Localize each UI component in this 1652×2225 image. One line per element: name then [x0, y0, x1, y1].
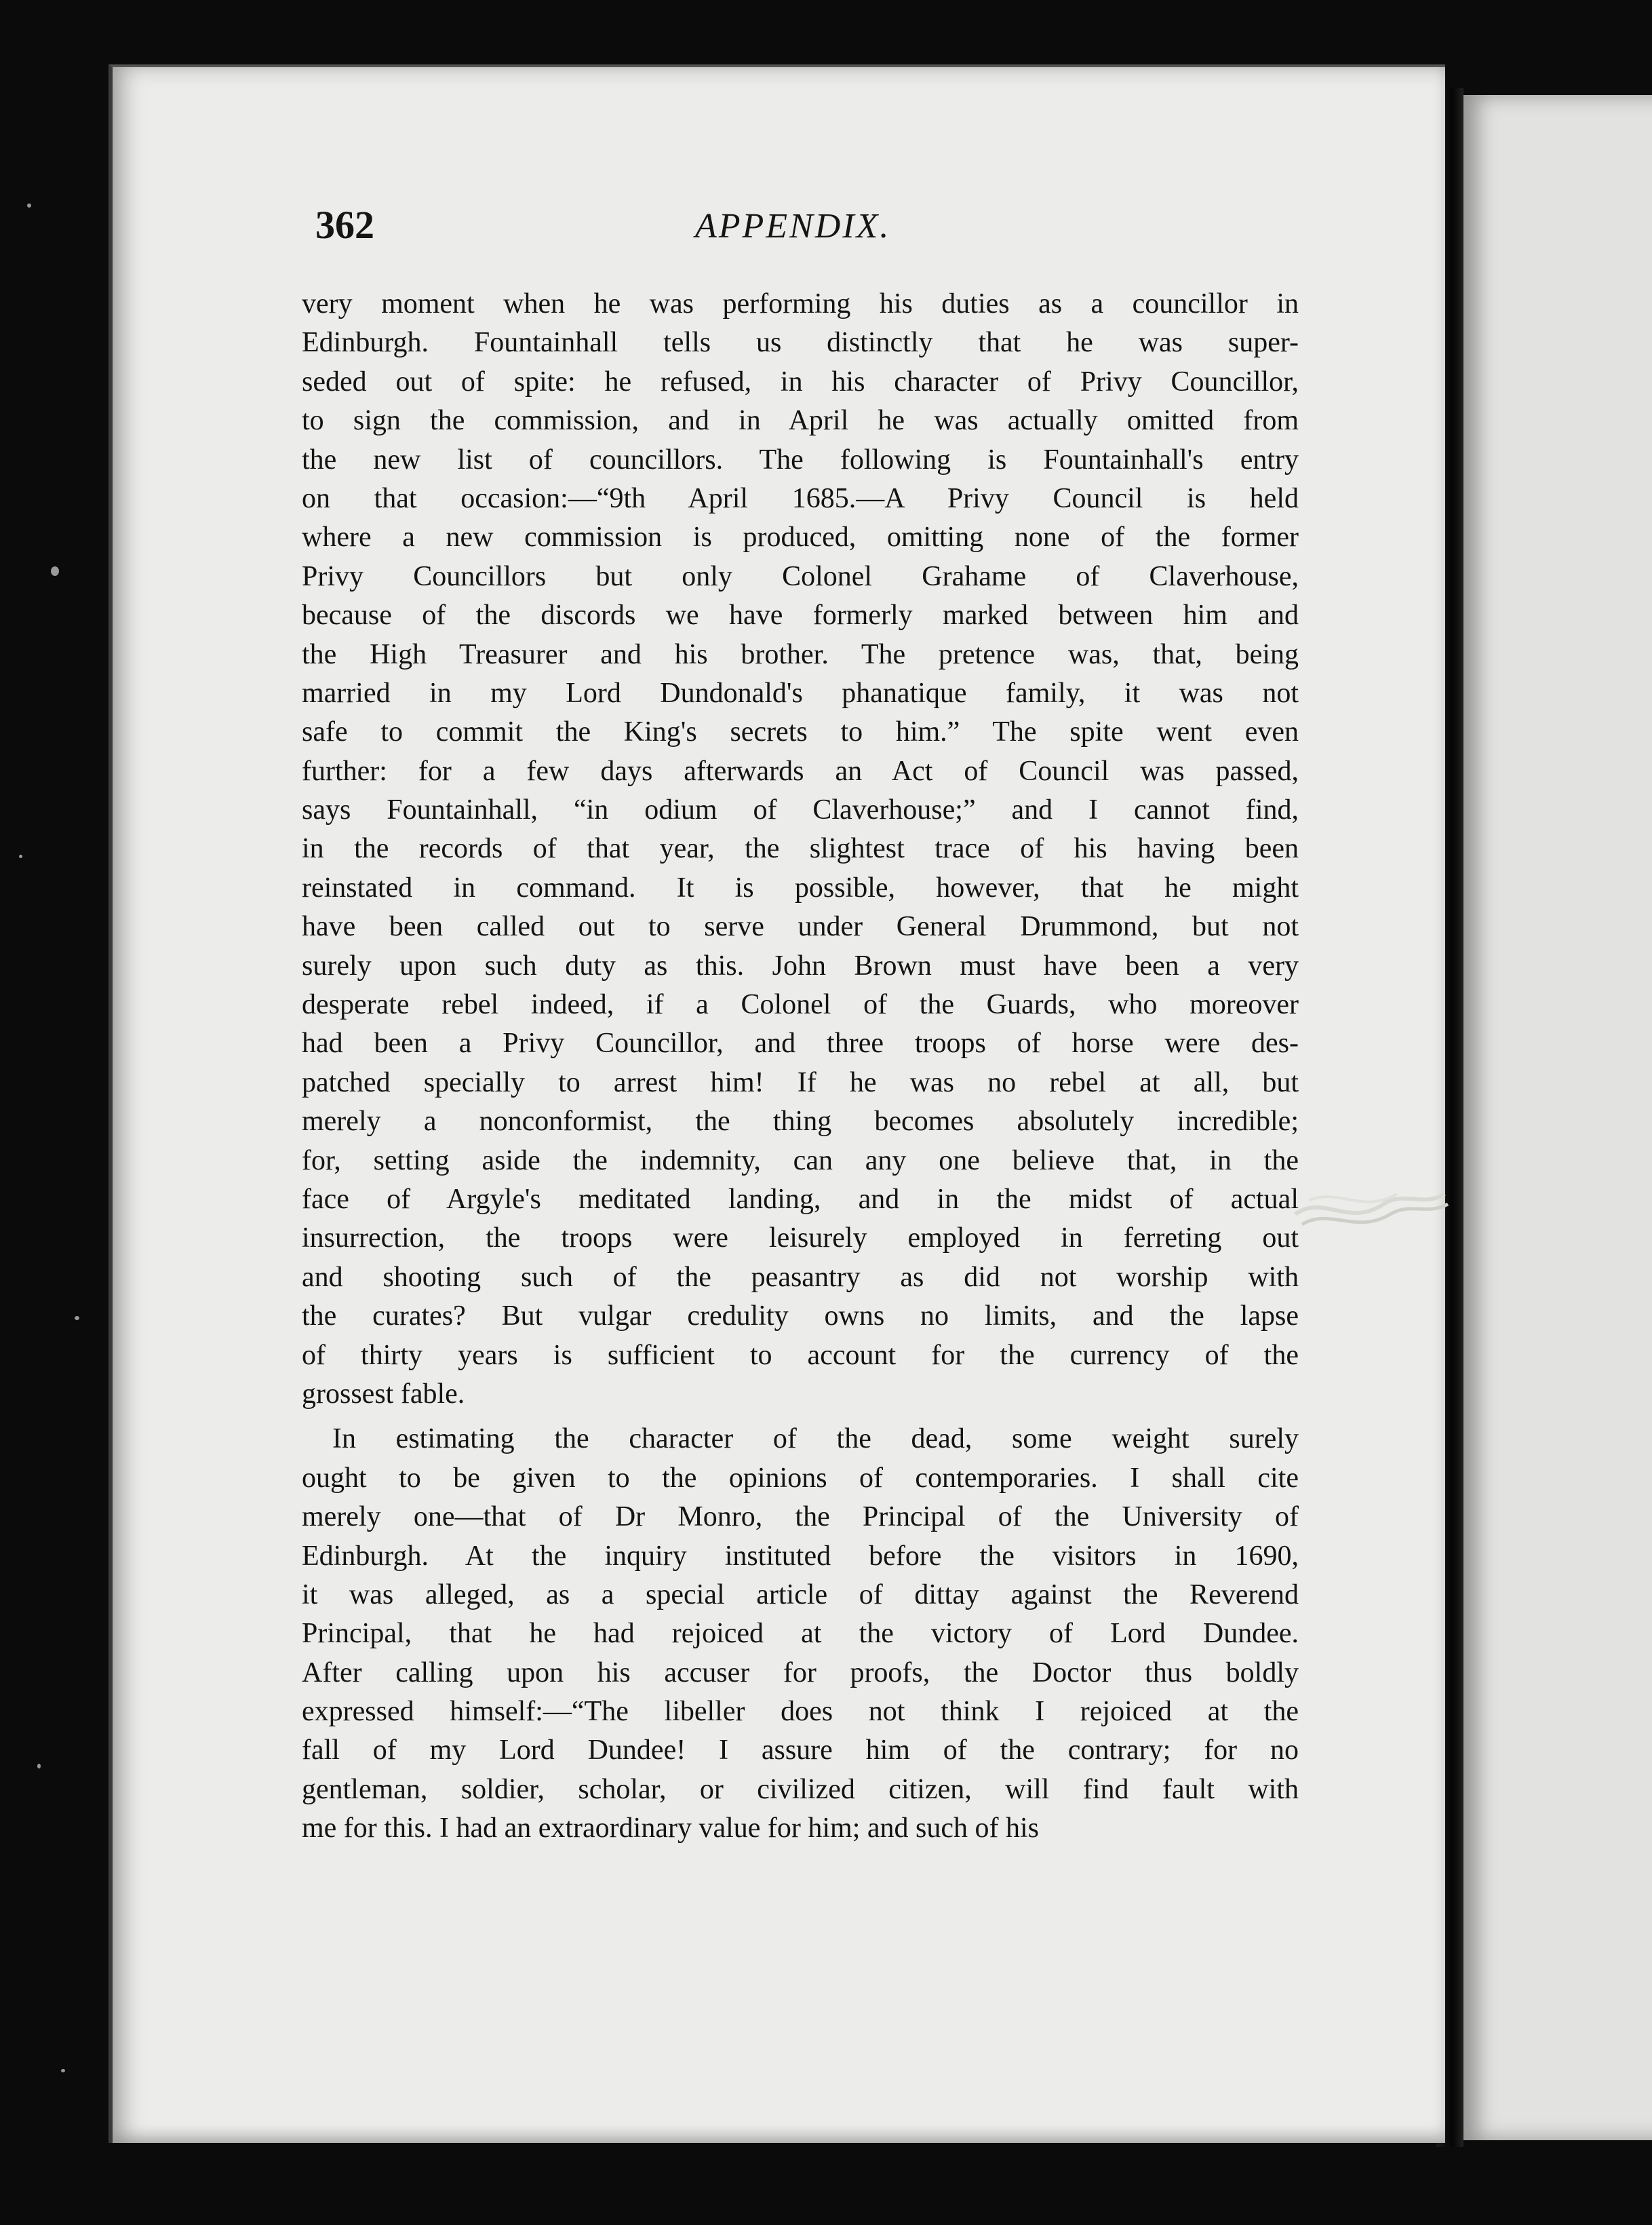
text-line: the High Treasurer and his brother. The pretence was, that, being — [302, 638, 1299, 670]
text-line: it was alleged, as a special article of dittay against the Reverend — [302, 1579, 1299, 1610]
text-line: Privy Councillors but only Colonel Grahame of Claverhouse, — [302, 560, 1299, 592]
text-line: had been a Privy Councillor, and three troops of horse were des- — [302, 1028, 1299, 1060]
page-number: 362 — [315, 203, 374, 247]
text-line: expressed himself:—“The libeller does not think I rejoiced at the — [302, 1696, 1299, 1728]
paragraph — [302, 1420, 1299, 1848]
text-line: married in my Lord Dundonald's phanatique family, it was not — [302, 677, 1299, 709]
binding-thread — [1289, 1167, 1451, 1241]
text-line: have been called out to serve under General Drummond, but not — [302, 911, 1299, 943]
text-line: Principal, that he had rejoiced at the victory of Lord Dundee. — [302, 1618, 1299, 1650]
text-line: very moment when he was performing his duties as a councillor in — [302, 288, 1299, 320]
text-line: to sign the commission, and in April he was actually omitted from — [302, 405, 1299, 437]
text-line: face of Argyle's meditated landing, and in the midst of actual — [302, 1183, 1299, 1215]
text-line: grossest fable. — [302, 1378, 465, 1410]
facing-page — [1463, 95, 1652, 2140]
text-line: surely upon such duty as this. John Brown must have been a very — [302, 950, 1299, 982]
text-line: the curates? But vulgar credulity owns no limits, and the lapse — [302, 1300, 1299, 1332]
scan-speck — [75, 1316, 79, 1320]
text-line: on that occasion:—“9th April 1685.—A Privy Council is held — [302, 482, 1299, 514]
text-line: gentleman, soldier, scholar, or civilized citizen, will find fault with — [302, 1773, 1299, 1805]
text-line: ought to be given to the opinions of contemporaries. I shall cite — [302, 1462, 1299, 1494]
text-line: patched specially to arrest him! If he was no rebel at all, but — [302, 1066, 1299, 1098]
text-line: of thirty years is sufficient to account for the currency of the — [302, 1339, 1299, 1371]
body-text — [302, 285, 1299, 1855]
scan-speck — [19, 855, 22, 858]
text-line: where a new commission is produced, omitting none of the former — [302, 522, 1299, 554]
text-line: Edinburgh. Fountainhall tells us distinctly that he was super- — [302, 327, 1299, 359]
text-line: seded out of spite: he refused, in his character of Privy Councillor, — [302, 366, 1299, 398]
text-line: the new list of councillors. The following is Fountainhall's entry — [302, 444, 1299, 476]
text-line: says Fountainhall, “in odium of Claverhouse;” and I cannot find, — [302, 794, 1299, 826]
text-line: insurrection, the troops were leisurely employed in ferreting out — [302, 1222, 1299, 1254]
paragraph — [302, 285, 1299, 1414]
scan-speck — [27, 204, 31, 208]
text-line: safe to commit the King's secrets to him.” The spite went even — [302, 716, 1299, 748]
text-line: me for this. I had an extraordinary value for him; and such of his — [302, 1813, 1040, 1844]
text-line: and shooting such of the peasantry as did not worship with — [302, 1261, 1299, 1293]
text-line: merely one—that of Dr Monro, the Principal of the University of — [302, 1501, 1299, 1533]
text-line: reinstated in command. It is possible, however, that he might — [302, 872, 1299, 904]
text-line: Edinburgh. At the inquiry instituted before the visitors in 1690, — [302, 1540, 1299, 1572]
text-line: further: for a few days afterwards an Act of Council was passed, — [302, 755, 1299, 787]
text-line: In estimating the character of the dead, some weight surely — [332, 1423, 1299, 1455]
text-line: After calling upon his accuser for proofs, the Doctor thus boldly — [302, 1657, 1299, 1688]
text-line: desperate rebel indeed, if a Colonel of the Guards, who moreover — [302, 989, 1299, 1021]
scan-speck — [37, 1764, 41, 1768]
scan-speck — [61, 2069, 65, 2072]
text-line: in the records of that year, the slightest trace of his having been — [302, 833, 1299, 865]
running-head: APPENDIX. — [695, 207, 891, 246]
text-line: fall of my Lord Dundee! I assure him of the contrary; for no — [302, 1735, 1299, 1766]
text-line: for, setting aside the indemnity, can any one believe that, in the — [302, 1144, 1299, 1176]
text-line: because of the discords we have formerly marked between him and — [302, 600, 1299, 632]
text-line: merely a nonconformist, the thing becomes absolutely incredible; — [302, 1106, 1299, 1138]
scan-speck — [51, 566, 59, 576]
page-header — [315, 202, 1312, 256]
